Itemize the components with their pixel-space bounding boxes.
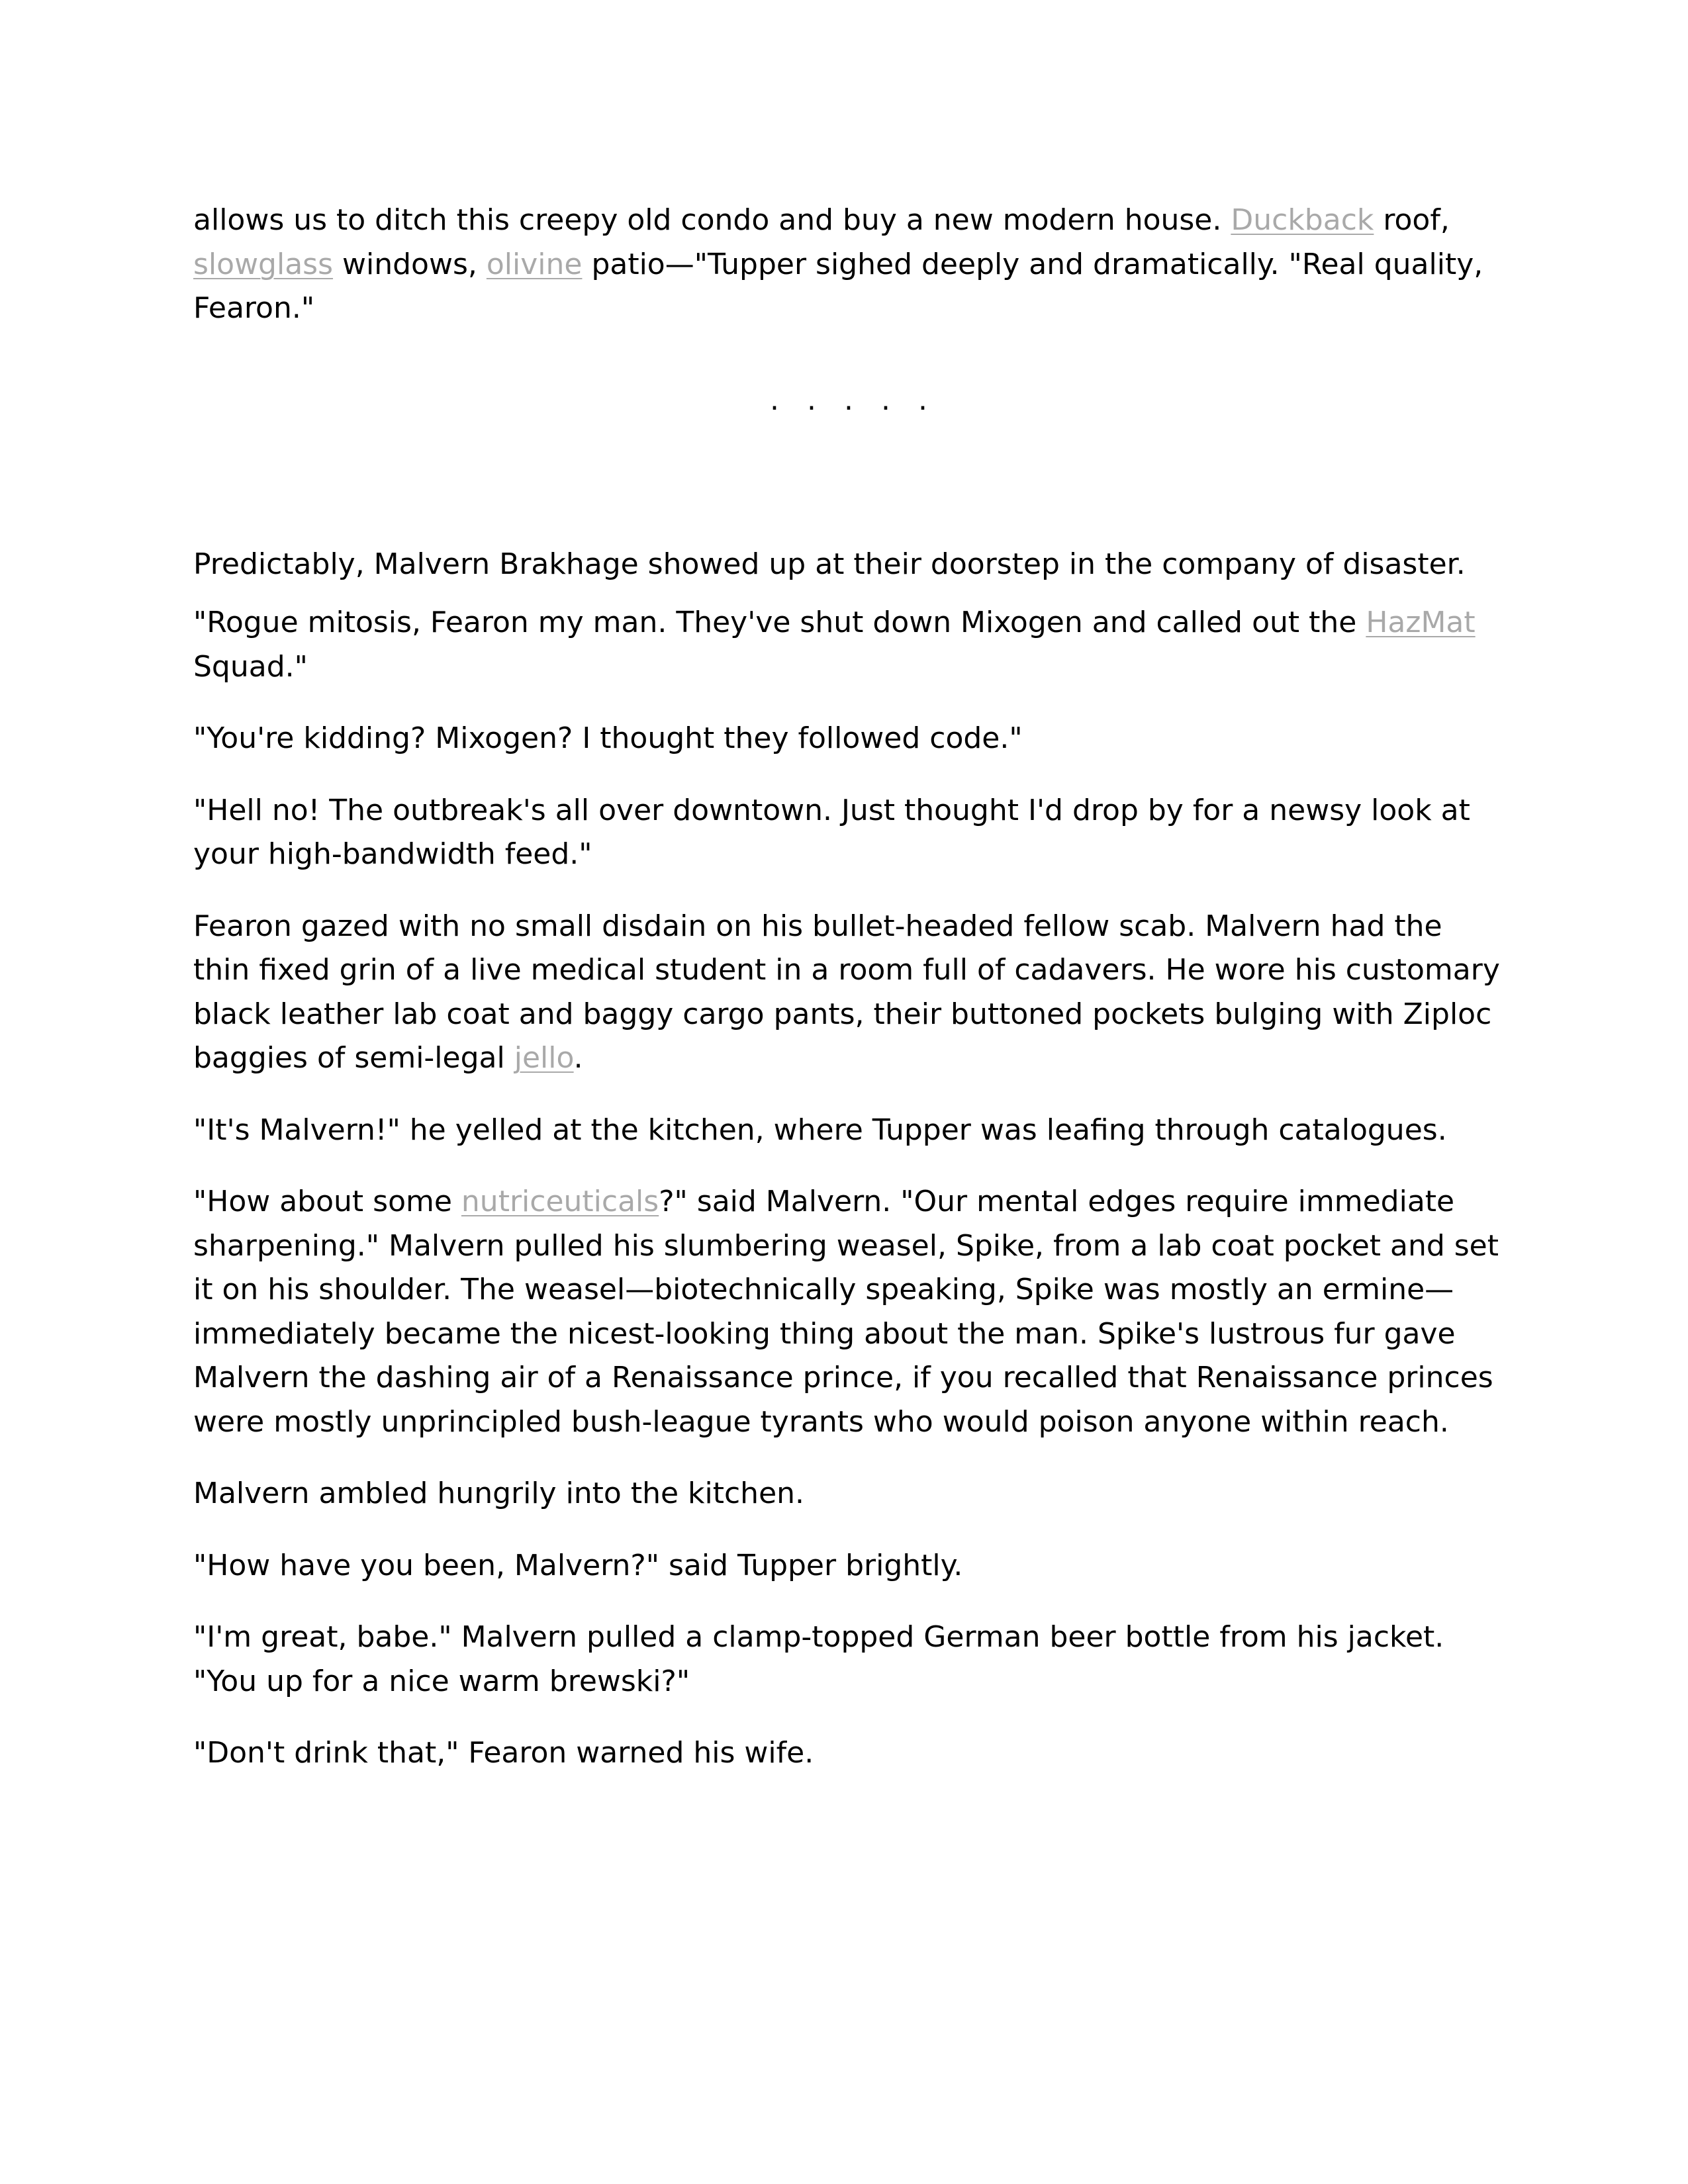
paragraph-text: patio—"Tupper sighed deeply and dramatically. "Real quality, Fearon."	[193, 247, 1483, 325]
link-slowglass[interactable]: slowglass	[193, 247, 334, 281]
paragraph-text: windows,	[333, 247, 487, 281]
paragraph-text: .	[573, 1041, 583, 1075]
paragraph-6	[193, 905, 1504, 1081]
link-nutriceuticals[interactable]: nutriceuticals	[461, 1185, 659, 1218]
document-page	[193, 199, 1504, 1803]
paragraph-4: "You're kidding? Mixogen? I thought they followed code."	[193, 721, 1023, 755]
paragraph-8	[193, 1180, 1504, 1444]
link-hazmat[interactable]: HazMat	[1366, 606, 1476, 639]
paragraph-text: "Rogue mitosis, Fearon my man. They've shut down Mixogen and called out the	[193, 606, 1366, 639]
paragraph-11: "I'm great, babe." Malvern pulled a clamp-topped German beer bottle from his jacket. "You up for a nice warm brewski?"	[193, 1620, 1444, 1698]
paragraph-12: "Don't drink that," Fearon warned his wife.	[193, 1736, 814, 1770]
paragraph-text: "How about some	[193, 1185, 461, 1218]
paragraph-5: "Hell no! The outbreak's all over downtown. Just thought I'd drop by for a newsy look at your high-bandwidth feed."	[193, 793, 1470, 871]
paragraph-9: Malvern ambled hungrily into the kitchen.	[193, 1477, 805, 1510]
paragraph-text: allows us to ditch this creepy old condo and buy a new modern house.	[193, 203, 1231, 237]
section-separator: . . . . .	[770, 383, 937, 417]
paragraph-text: ?" said Malvern. "Our mental edges require immediate sharpening." Malvern pulled his slumbering weasel, Spike, from a lab coat pocket and set it on his shoulder. The weasel—biotechnically speaking, Spike was mostly an ermine—immediately became the nicest-looking thing about the man. Spike's lustrous fur gave Malvern the dashing air of a Renaissance prince, if you recalled that Renaissance princes were mostly unprincipled bush-league tyrants who would poison anyone within reach.	[193, 1185, 1499, 1439]
paragraph-10: "How have you been, Malvern?" said Tupper brightly.	[193, 1548, 963, 1582]
paragraph-text: roof,	[1374, 203, 1450, 237]
link-olivine[interactable]: olivine	[486, 247, 583, 281]
paragraph-3	[193, 601, 1504, 689]
paragraph-7: "It's Malvern!" he yelled at the kitchen, where Tupper was leafing through catalogues.	[193, 1113, 1447, 1147]
paragraph-text: Fearon gazed with no small disdain on his bullet-headed fellow scab. Malvern had the thin fixed grin of a live medical student in a room full of cadavers. He wore his customary black leather lab coat and baggy cargo pants, their buttoned pockets bulging with Ziploc baggies of semi-legal	[193, 909, 1500, 1075]
link-jello[interactable]: jello	[514, 1041, 574, 1075]
link-duckback[interactable]: Duckback	[1231, 203, 1374, 237]
paragraph-1	[193, 199, 1504, 331]
paragraph-2: Predictably, Malvern Brakhage showed up at their doorstep in the company of disaster.	[193, 547, 1466, 581]
paragraph-text: Squad."	[193, 649, 308, 684]
